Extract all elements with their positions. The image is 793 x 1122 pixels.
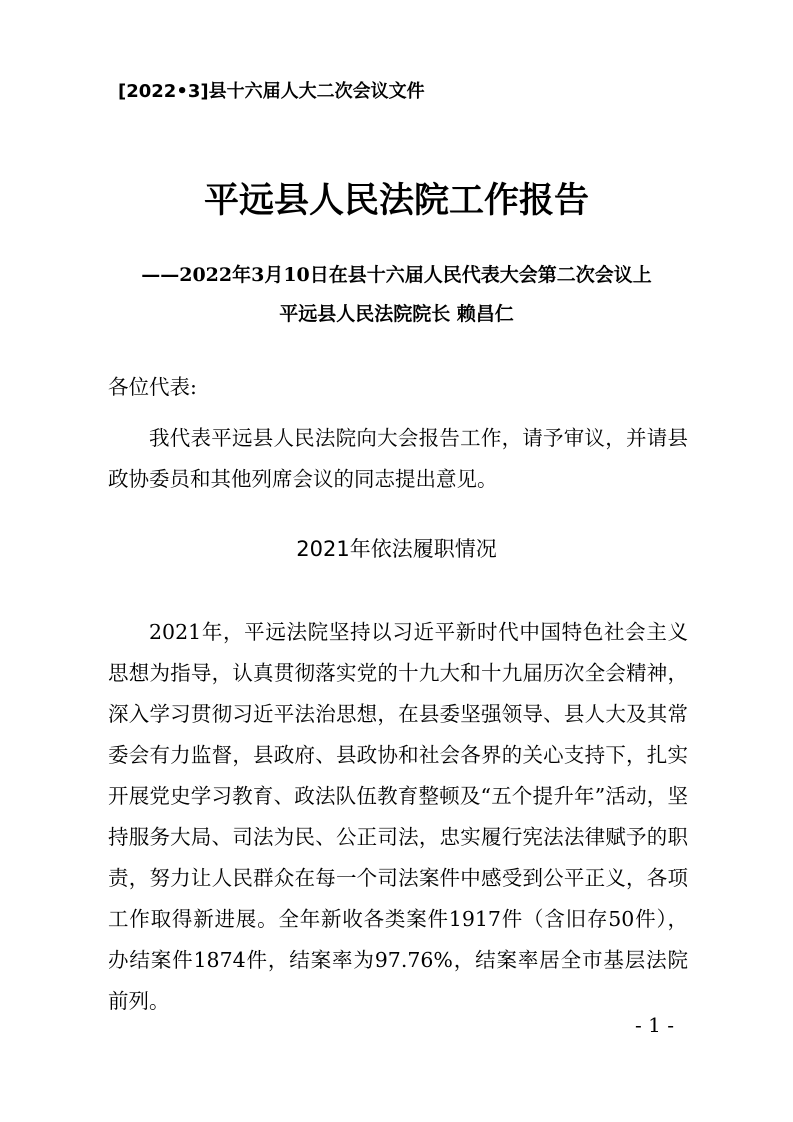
report-title: 平远县人民法院工作报告 xyxy=(203,180,589,221)
salutation: 各位代表: xyxy=(108,375,197,399)
section-heading: 2021年依法履职情况 xyxy=(296,537,497,561)
report-subtitle-date: ——2022年3月10日在县十六届人民代表大会第二次会议上 xyxy=(141,264,652,286)
report-subtitle-author: 平远县人民法院院长 赖昌仁 xyxy=(279,303,514,325)
page-number: - 1 - xyxy=(635,1013,674,1037)
body-paragraph: 2021年，平远法院坚持以习近平新时代中国特色社会主义思想为指导，认真贯彻落实党的十九大和十九届历次全会精神，深入学习贯彻习近平法治思想，在县委坚强领导、县人大及其常委会有力监督，县政府、县政协和社会各界的关心支持下，扎实开展党史学习教育、政法队伍教育整顿及“五个提升年”活动，坚持服务大局、司法为民、公正司法，忠实履行宪法法律赋予的职责，努力让人民群众在每一个司法案件中感受到公平正义，各项工作取得新进展。全年新收各类案件1917件（含旧存50件），办结案件1874件，结案率为97.76%，结案率居全市基层法院前列。 xyxy=(108,620,688,1013)
intro-paragraph: 我代表平远县人民法院向大会报告工作，请予审议，并请县政协委员和其他列席会议的同志提出意见。 xyxy=(108,426,688,491)
document-number: [2022•3]县十六届人大二次会议文件 xyxy=(118,81,425,102)
